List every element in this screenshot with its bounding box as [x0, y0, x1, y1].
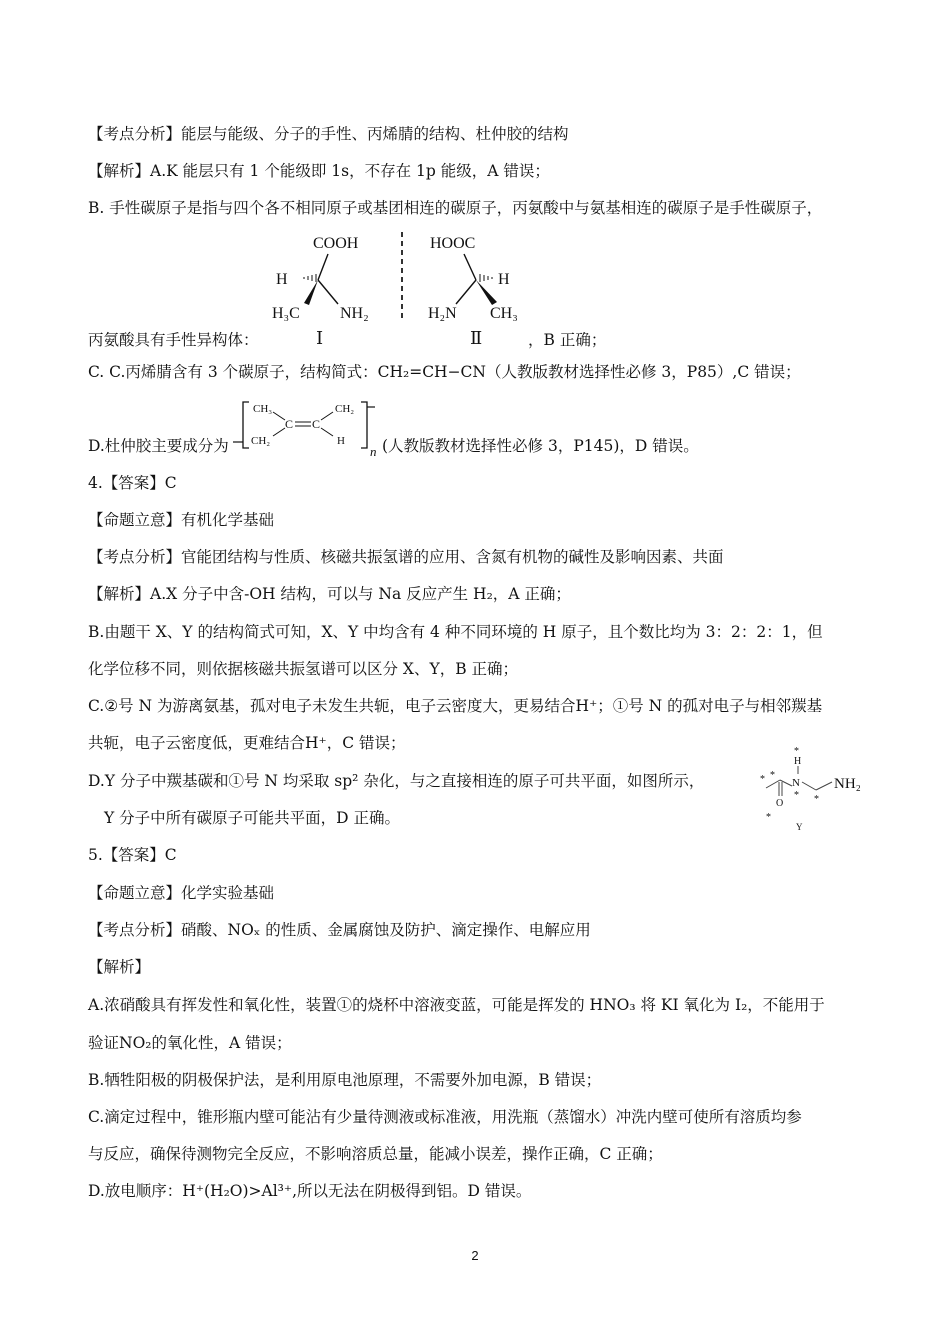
- line-4: 丙氨酸具有手性异构体：: [88, 331, 259, 349]
- line-6: D.杜仲胶主要成分为: [88, 437, 229, 455]
- hash-bond-left: [304, 274, 316, 282]
- line-19: 【考点分析】硝酸、NOₓ 的性质、金属腐蚀及防护、滴定操作、电解应用: [88, 921, 591, 939]
- y-molecule-structure: [728, 742, 870, 834]
- svg-text:*: *: [766, 812, 771, 823]
- line-14: 共轭，电子云密度低，更难结合H⁺，C 错误；: [88, 734, 406, 752]
- svg-text:n: n: [370, 444, 377, 458]
- line-11: B.由题干 X、Y 的结构简式可知，X、Y 中均含有 4 种不同环境的 H 原子，且个数比均为 3：2：2：1，但: [88, 623, 823, 641]
- line-26: D.放电顺序：H⁺(H₂O)>Al³⁺,所以无法在阴极得到铝。D 错误。: [88, 1182, 532, 1200]
- gutta-percha-structure: [233, 398, 377, 458]
- line-20: 【解析】: [88, 958, 151, 976]
- line-1: 【考点分析】能层与能级、分子的手性、丙烯腈的结构、杜仲胶的结构: [88, 125, 569, 143]
- line-24: C.滴定过程中，锥形瓶内壁可能沾有少量待测液或标准液，用洗瓶（蒸馏水）冲洗内壁可使所有溶质均参: [88, 1108, 802, 1126]
- right-h: H: [498, 271, 510, 288]
- line-3: B. 手性碳原子是指与四个各不相同原子或基团相连的碳原子，丙氨酸中与氨基相连的碳原子是手性碳原子，: [88, 199, 823, 217]
- line-4-end: ，B 正确；: [528, 331, 607, 349]
- label-i: Ⅰ: [316, 328, 324, 348]
- svg-text:Y: Y: [796, 822, 803, 832]
- label-ii: Ⅱ: [470, 328, 483, 348]
- line-18: 【命题立意】化学实验基础: [88, 884, 275, 902]
- svg-text:C: C: [285, 417, 294, 431]
- svg-text:*: *: [794, 746, 799, 757]
- svg-text:H: H: [337, 435, 345, 447]
- line-12: 化学位移不同，则依据核磁共振氢谱可以区分 X、Y，B 正确；: [88, 660, 519, 678]
- right-ch3: CH₃: [490, 305, 518, 322]
- right-nh2: H₂N: [428, 305, 457, 322]
- svg-text:H: H: [794, 756, 802, 767]
- svg-text:NH₂: NH₂: [834, 776, 861, 792]
- line-25: 与反应，确保待测物完全反应，不影响溶质总量，能减小误差，操作正确，C 正确；: [88, 1145, 663, 1163]
- alanine-enantiomers: [268, 228, 548, 350]
- line-2: 【解析】A.K 能层只有 1 个能级即 1s，不存在 1p 能级，A 错误；: [88, 162, 550, 180]
- hash-bond-right: [480, 274, 492, 282]
- wedge-left: [304, 280, 318, 305]
- line-8: 【命题立意】有机化学基础: [88, 511, 275, 529]
- line-13: C.②号 N 为游离氨基，孤对电子未发生共轭，电子云密度大，更易结合H⁺；①号 N 的孤对电子与相邻羰基: [88, 697, 823, 715]
- svg-text:CH₂: CH₂: [251, 435, 271, 447]
- line-10: 【解析】A.X 分子中含-OH 结构，可以与 Na 反应产生 H₂，A 正确；: [88, 585, 571, 603]
- left-cooh: COOH: [313, 235, 359, 252]
- svg-text:CH₂: CH₂: [335, 403, 355, 415]
- line-21: A.浓硝酸具有挥发性和氧化性，装置①的烧杯中溶液变蓝，可能是挥发的 HNO₃ 将 KI 氧化为 I₂，不能用于: [88, 996, 825, 1014]
- svg-text:N: N: [792, 777, 800, 789]
- line-9: 【考点分析】官能团结构与性质、核磁共振氢谱的应用、含氮有机物的碱性及影响因素、共面: [88, 548, 724, 566]
- wedge-right: [476, 280, 497, 305]
- line-6-end: (人教版教材选择性必修 3，P145)，D 错误。: [382, 437, 699, 455]
- right-hooc: HOOC: [430, 235, 476, 252]
- left-ch3: H₃C: [272, 305, 300, 322]
- left-h: H: [276, 271, 288, 288]
- page-number: 2: [471, 1248, 479, 1263]
- left-nh2: NH₂: [340, 305, 369, 322]
- svg-text:*: *: [760, 774, 765, 785]
- line-16: Y 分子中所有碳原子可能共平面，D 正确。: [104, 809, 401, 827]
- line-7: 4.【答案】C: [88, 474, 177, 492]
- svg-text:*: *: [794, 790, 799, 801]
- svg-text:C: C: [312, 417, 321, 431]
- svg-text:CH₃: CH₃: [253, 403, 273, 415]
- svg-text:*: *: [814, 794, 819, 805]
- line-23: B.牺牲阳极的阴极保护法，是利用原电池原理，不需要外加电源，B 错误；: [88, 1071, 602, 1089]
- line-22: 验证NO₂的氧化性，A 错误；: [88, 1034, 292, 1052]
- line-17: 5.【答案】C: [88, 846, 177, 864]
- line-5: C. C.丙烯腈含有 3 个碳原子，结构简式：CH₂=CH−CN（人教版教材选择性必修 3，P85）,C 错误；: [88, 363, 801, 381]
- svg-text:O: O: [776, 798, 784, 809]
- line-15: D.Y 分子中羰基碳和①号 N 均采取 sp² 杂化，与之直接相连的原子可共平面，如图所示，: [88, 772, 705, 790]
- svg-text:*: *: [770, 770, 775, 781]
